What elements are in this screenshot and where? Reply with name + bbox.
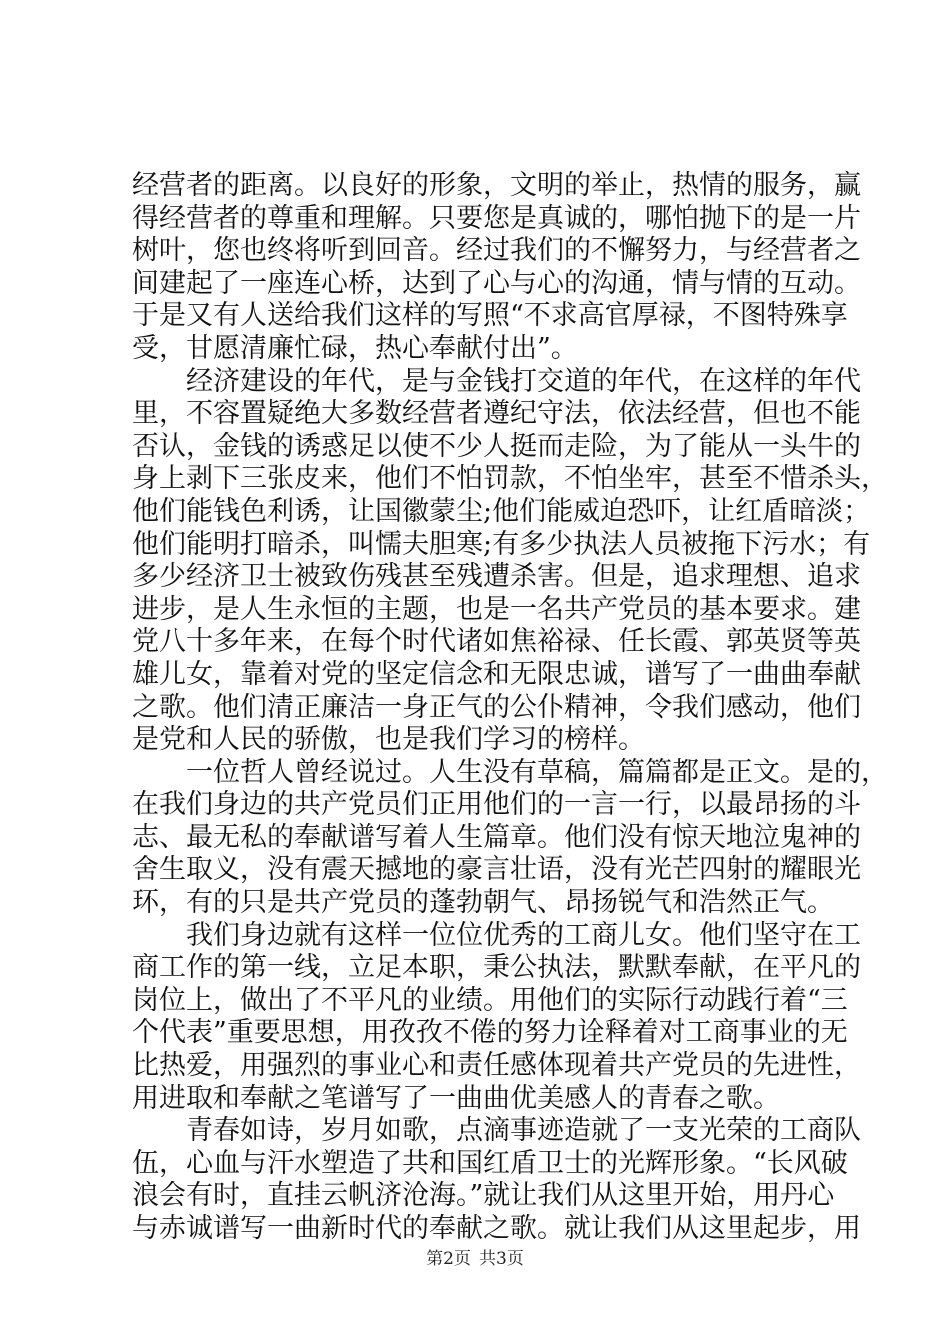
text-line: 在我们身边的共产党员们正用他们的一言一行，以最昂扬的斗 (132, 789, 861, 821)
text-line: 他们能明打暗杀，叫懦夫胆寒;有多少执法人员被拖下污水；有 (132, 528, 871, 560)
text-line: 浪会有时，直挂云帆济沧海。”就让我们从这里开始，用丹心 (132, 1180, 835, 1212)
text-line: 受，甘愿清廉忙碌，热心奉献付出”。 (132, 332, 578, 364)
text-line: 舍生取义，没有震天撼地的豪言壮语，没有光芒四射的耀眼光 (132, 854, 861, 886)
text-line: 经济建设的年代，是与金钱打交道的年代，在这样的年代 (132, 365, 861, 397)
text-line: 经营者的距离。以良好的形象，文明的举止，热情的服务，赢 (132, 170, 861, 201)
text-line: 雄儿女，靠着对党的坚定信念和无限忠诚，谱写了一曲曲奉献 (132, 658, 861, 690)
text-line: 间建起了一座连心桥，达到了心与心的沟通，情与情的互动。 (132, 267, 861, 299)
text-line: 我们身边就有这样一位位优秀的工商儿女。他们坚守在工 (132, 919, 861, 951)
page-footer (0, 1244, 950, 1269)
text-line: 树叶，您也终将听到回音。经过我们的不懈努力，与经营者之 (132, 235, 861, 267)
text-line: 之歌。他们清正廉洁一身正气的公仆精神，令我们感动，他们 (132, 691, 861, 723)
text-line: 是党和人民的骄傲，也是我们学习的榜样。 (132, 724, 645, 756)
text-line: 进步，是人生永恒的主题，也是一名共产党员的基本要求。建 (132, 593, 861, 625)
text-line: 青春如诗，岁月如歌，点滴事迹造就了一支光荣的工商队 (132, 1115, 861, 1147)
text-line: 岗位上，做出了不平凡的业绩。用他们的实际行动践行着“三 (132, 984, 848, 1016)
text-line: 一位哲人曾经说过。人生没有草稿，篇篇都是正文。是的， (132, 756, 888, 788)
paragraph-5 (132, 1115, 861, 1245)
text-line: 多少经济卫士被致伤残甚至残遭杀害。但是，追求理想、追求 (132, 561, 861, 593)
page-number: 第2页 (426, 1249, 471, 1269)
page-total: 共3页 (479, 1249, 524, 1269)
text-line: 用进取和奉献之笔谱写了一曲曲优美感人的青春之歌。 (132, 1082, 780, 1114)
paragraph-2 (132, 365, 888, 757)
text-line: 商工作的第一线，立足本职，秉公执法，默默奉献，在平凡的 (132, 952, 861, 984)
text-line: 志、最无私的奉献谱写着人生篇章。他们没有惊天地泣鬼神的 (132, 821, 861, 853)
text-line: 于是又有人送给我们这样的写照“不求高官厚禄，不图特殊享 (132, 300, 848, 332)
text-line: 得经营者的尊重和理解。只要您是真诚的，哪怕抛下的是一片 (132, 202, 861, 234)
text-line: 与赤诚谱写一曲新时代的奉献之歌。就让我们从这里起步，用 (132, 1213, 861, 1244)
document-body (132, 170, 888, 1246)
text-line: 他们能钱色利诱，让国徽蒙尘;他们能威迫恐吓，让红盾暗淡； (132, 495, 871, 527)
paragraph-4 (132, 919, 861, 1116)
text-line: 否认，金钱的诱惑足以使不少人挺而走险，为了能从一头牛的 (132, 430, 861, 462)
paragraph-1 (132, 170, 861, 366)
text-line: 环，有的只是共产党员的蓬勃朝气、昂扬锐气和浩然正气。 (132, 887, 834, 919)
text-line: 伍，心血与汗水塑造了共和国红盾卫士的光辉形象。“长风破 (132, 1147, 848, 1179)
paragraph-3 (132, 756, 888, 920)
text-line: 个代表”重要思想，用孜孜不倦的努力诠释着对工商事业的无 (132, 1017, 848, 1049)
text-line: 比热爱，用强烈的事业心和责任感体现着共产党员的先进性， (132, 1050, 861, 1082)
text-line: 身上剥下三张皮来，他们不怕罚款，不怕坐牢，甚至不惜杀头， (132, 463, 888, 495)
text-line: 里，不容置疑绝大多数经营者遵纪守法，依法经营，但也不能 (132, 398, 861, 430)
text-line: 党八十多年来，在每个时代诸如焦裕禄、任长霞、郭英贤等英 (132, 626, 861, 658)
